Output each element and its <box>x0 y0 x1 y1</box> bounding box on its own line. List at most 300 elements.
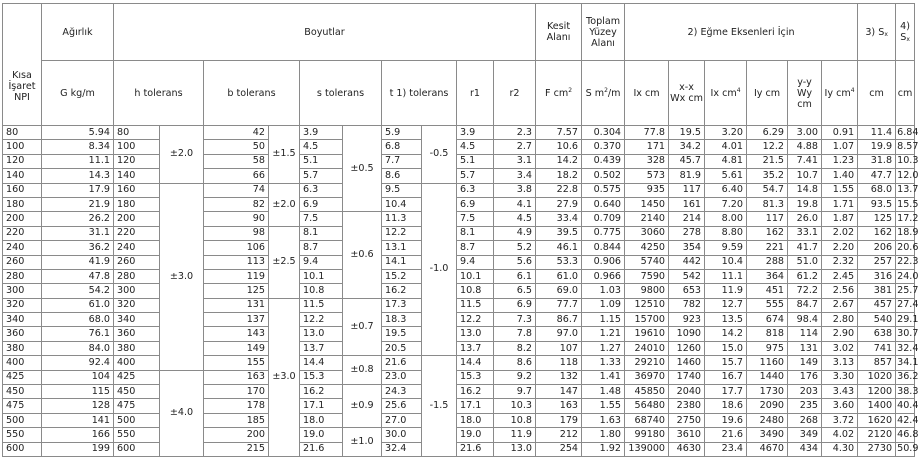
cell-ix-r: 9.59 <box>705 241 747 255</box>
cell-wy: 349 <box>788 428 822 442</box>
header-G: G kg/m <box>42 61 114 126</box>
cell-h: 80 <box>114 126 160 140</box>
cell-wx: 354 <box>669 241 705 255</box>
table-row <box>3 269 915 283</box>
cell-r1: 15.3 <box>457 370 494 384</box>
cell-t: 21.6 <box>382 356 422 370</box>
tolerance-t: -1.0 <box>422 183 457 356</box>
cell-s: 15.3 <box>300 370 343 384</box>
cell-b: 66 <box>204 169 269 183</box>
cell-h: 475 <box>114 399 160 413</box>
header-ix-sup: 4 <box>736 86 741 94</box>
cell-wy: 149 <box>788 356 822 370</box>
cell-r1: 14.4 <box>457 356 494 370</box>
cell-wx: 2380 <box>669 399 705 413</box>
cell-h: 425 <box>114 370 160 384</box>
cell-t: 9.5 <box>382 183 422 197</box>
cell-kisa: 180 <box>3 197 42 211</box>
cell-ix-r: 5.61 <box>705 169 747 183</box>
cell-ix: 3060 <box>625 226 669 240</box>
cell-r1: 5.7 <box>457 169 494 183</box>
cell-h: 340 <box>114 313 160 327</box>
cell-wy: 10.7 <box>788 169 822 183</box>
cell-s-area: 0.775 <box>582 226 625 240</box>
cell-t: 10.4 <box>382 197 422 211</box>
cell-ix-r: 8.00 <box>705 212 747 226</box>
cell-h: 160 <box>114 183 160 197</box>
cell-sx4: 46.8 <box>896 428 915 442</box>
cell-f: 69.0 <box>536 284 582 298</box>
cell-t: 32.4 <box>382 442 422 456</box>
cell-t: 15.2 <box>382 269 422 283</box>
cell-iy: 288 <box>747 255 788 269</box>
cell-s-area: 1.92 <box>582 442 625 456</box>
cell-s-area: 1.15 <box>582 313 625 327</box>
cell-sx4: 15.5 <box>896 197 915 211</box>
cell-t: 24.3 <box>382 385 422 399</box>
cell-g: 92.4 <box>42 356 114 370</box>
cell-g: 47.8 <box>42 269 114 283</box>
cell-wy: 51.0 <box>788 255 822 269</box>
cell-kisa: 240 <box>3 241 42 255</box>
header-S-text: S m <box>585 87 605 99</box>
cell-iy: 12.2 <box>747 140 788 154</box>
header-t: t 1) tolerans <box>382 61 457 126</box>
cell-iy: 6.29 <box>747 126 788 140</box>
cell-g: 8.34 <box>42 140 114 154</box>
cell-sx4: 13.7 <box>896 183 915 197</box>
cell-h: 180 <box>114 197 160 211</box>
cell-g: 26.2 <box>42 212 114 226</box>
cell-f: 163 <box>536 399 582 413</box>
cell-f: 97.0 <box>536 327 582 341</box>
cell-iy-r: 2.80 <box>822 313 858 327</box>
cell-ix-r: 13.5 <box>705 313 747 327</box>
cell-ix-r: 17.7 <box>705 385 747 399</box>
table-row <box>3 327 915 341</box>
cell-sx3: 540 <box>858 313 896 327</box>
table-row <box>3 341 915 355</box>
cell-iy-r: 2.32 <box>822 255 858 269</box>
cell-ix-r: 21.6 <box>705 428 747 442</box>
cell-t: 11.3 <box>382 212 422 226</box>
cell-iy: 1730 <box>747 385 788 399</box>
cell-t: 18.3 <box>382 313 422 327</box>
cell-iy: 221 <box>747 241 788 255</box>
cell-g: 68.0 <box>42 313 114 327</box>
cell-wy: 7.41 <box>788 154 822 168</box>
cell-f: 77.7 <box>536 298 582 312</box>
cell-iy-r: 0.91 <box>822 126 858 140</box>
cell-g: 84.0 <box>42 341 114 355</box>
cell-sx3: 381 <box>858 284 896 298</box>
cell-b: 119 <box>204 269 269 283</box>
cell-wx: 1090 <box>669 327 705 341</box>
cell-iy: 2090 <box>747 399 788 413</box>
cell-sx3: 206 <box>858 241 896 255</box>
header-col4-text: 4) S <box>900 21 910 43</box>
cell-r2: 6.5 <box>494 284 536 298</box>
cell-wx: 117 <box>669 183 705 197</box>
cell-ix: 139000 <box>625 442 669 456</box>
tolerance-h: ±2.0 <box>160 126 204 184</box>
cell-sx3: 1200 <box>858 385 896 399</box>
cell-h: 280 <box>114 269 160 283</box>
cell-b: 74 <box>204 183 269 197</box>
cell-ix-r: 14.2 <box>705 327 747 341</box>
table-row <box>3 255 915 269</box>
cell-g: 166 <box>42 428 114 442</box>
cell-kisa: 120 <box>3 154 42 168</box>
cell-t: 17.3 <box>382 298 422 312</box>
cell-r2: 2.3 <box>494 126 536 140</box>
cell-r1: 4.5 <box>457 140 494 154</box>
header-F-sup: 2 <box>568 86 573 94</box>
cell-iy: 555 <box>747 298 788 312</box>
table-row <box>3 370 915 384</box>
table-row <box>3 126 915 140</box>
cell-sx4: 18.9 <box>896 226 915 240</box>
cell-sx4: 6.84 <box>896 126 915 140</box>
tolerance-t: -0.5 <box>422 126 457 184</box>
tolerance-b: ±2.0 <box>269 183 300 226</box>
cell-s: 6.3 <box>300 183 343 197</box>
cell-ix: 573 <box>625 169 669 183</box>
header-col4 <box>896 4 915 61</box>
table-row <box>3 212 915 226</box>
cell-s: 10.1 <box>300 269 343 283</box>
cell-iy-r: 1.07 <box>822 140 858 154</box>
cell-s: 4.5 <box>300 140 343 154</box>
cell-s-area: 1.03 <box>582 284 625 298</box>
cell-t: 6.8 <box>382 140 422 154</box>
cell-sx4: 10.3 <box>896 154 915 168</box>
cell-g: 5.94 <box>42 126 114 140</box>
header-S-sup: 2 <box>604 86 608 94</box>
header-agirlik: Ağırlık <box>42 4 114 61</box>
cell-r2: 4.1 <box>494 197 536 211</box>
cell-wy: 41.7 <box>788 241 822 255</box>
cell-ix-r: 11.9 <box>705 284 747 298</box>
cell-r1: 6.3 <box>457 183 494 197</box>
header-col3-sub: x <box>884 30 888 38</box>
cell-wx: 214 <box>669 212 705 226</box>
cell-t: 16.2 <box>382 284 422 298</box>
cell-r2: 3.4 <box>494 169 536 183</box>
tolerance-b: ±1.5 <box>269 126 300 184</box>
cell-sx4: 29.1 <box>896 313 915 327</box>
cell-kisa: 140 <box>3 169 42 183</box>
cell-f: 39.5 <box>536 226 582 240</box>
cell-iy-r: 1.40 <box>822 169 858 183</box>
cell-b: 185 <box>204 413 269 427</box>
cell-wy: 131 <box>788 341 822 355</box>
cell-r1: 21.6 <box>457 442 494 456</box>
cell-sx3: 457 <box>858 298 896 312</box>
cell-sx4: 30.7 <box>896 327 915 341</box>
cell-b: 163 <box>204 370 269 384</box>
cell-f: 86.7 <box>536 313 582 327</box>
cell-sx3: 68.0 <box>858 183 896 197</box>
cell-ix: 328 <box>625 154 669 168</box>
cell-wx: 1260 <box>669 341 705 355</box>
cell-s: 3.9 <box>300 126 343 140</box>
cell-s: 17.1 <box>300 399 343 413</box>
cell-ix: 56480 <box>625 399 669 413</box>
cell-s: 8.7 <box>300 241 343 255</box>
cell-s-area: 0.966 <box>582 269 625 283</box>
cell-h: 360 <box>114 327 160 341</box>
cell-t: 12.2 <box>382 226 422 240</box>
cell-s: 11.5 <box>300 298 343 312</box>
cell-r2: 4.9 <box>494 226 536 240</box>
cell-iy-r: 4.30 <box>822 442 858 456</box>
cell-b: 113 <box>204 255 269 269</box>
header-col3 <box>858 4 896 61</box>
header-F <box>536 61 582 126</box>
cell-r2: 7.8 <box>494 327 536 341</box>
cell-t: 27.0 <box>382 413 422 427</box>
cell-ix: 5740 <box>625 255 669 269</box>
header-col3-text: 3) S <box>865 26 885 38</box>
tolerance-s: ±0.9 <box>343 385 382 428</box>
cell-sx3: 19.9 <box>858 140 896 154</box>
cell-sx3: 257 <box>858 255 896 269</box>
cell-kisa: 400 <box>3 356 42 370</box>
cell-g: 41.9 <box>42 255 114 269</box>
table-row <box>3 241 915 255</box>
cell-wy: 3.00 <box>788 126 822 140</box>
cell-r2: 6.9 <box>494 298 536 312</box>
cell-t: 19.5 <box>382 327 422 341</box>
cell-r2: 9.7 <box>494 385 536 399</box>
cell-wx: 2040 <box>669 385 705 399</box>
cell-g: 199 <box>42 442 114 456</box>
cell-f: 132 <box>536 370 582 384</box>
cell-sx3: 1020 <box>858 370 896 384</box>
tolerance-s: ±1.0 <box>343 428 382 457</box>
cell-b: 106 <box>204 241 269 255</box>
cell-ix: 4250 <box>625 241 669 255</box>
cell-s-area: 0.844 <box>582 241 625 255</box>
cell-sx3: 2120 <box>858 428 896 442</box>
cell-sx4: 22.3 <box>896 255 915 269</box>
cell-iy: 35.2 <box>747 169 788 183</box>
cell-kisa: 160 <box>3 183 42 197</box>
cell-ix: 171 <box>625 140 669 154</box>
cell-h: 300 <box>114 284 160 298</box>
cell-ix: 36970 <box>625 370 669 384</box>
cell-h: 320 <box>114 298 160 312</box>
cell-ix: 7590 <box>625 269 669 283</box>
cell-r2: 3.8 <box>494 183 536 197</box>
cell-b: 143 <box>204 327 269 341</box>
cell-wx: 45.7 <box>669 154 705 168</box>
cell-wx: 1460 <box>669 356 705 370</box>
cell-s: 21.6 <box>300 442 343 456</box>
cell-s: 14.4 <box>300 356 343 370</box>
table-row <box>3 284 915 298</box>
cell-t: 13.1 <box>382 241 422 255</box>
table-body <box>3 126 919 457</box>
cell-wy: 4.88 <box>788 140 822 154</box>
cell-wy: 176 <box>788 370 822 384</box>
cell-g: 11.1 <box>42 154 114 168</box>
cell-g: 141 <box>42 413 114 427</box>
cell-sx4: 36.2 <box>896 370 915 384</box>
cell-ix-r: 10.4 <box>705 255 747 269</box>
cell-ix-r: 8.80 <box>705 226 747 240</box>
cell-r2: 13.0 <box>494 442 536 456</box>
cell-iy-r: 3.60 <box>822 399 858 413</box>
cell-h: 400 <box>114 356 160 370</box>
cell-iy-r: 1.71 <box>822 197 858 211</box>
cell-kisa: 600 <box>3 442 42 456</box>
cell-s-area: 1.27 <box>582 341 625 355</box>
cell-iy: 818 <box>747 327 788 341</box>
cell-iy: 1160 <box>747 356 788 370</box>
header-toplam-yuzey: Toplam Yüzey Alanı <box>582 4 625 61</box>
header-egme-eksenleri: 2) Eğme Eksenleri İçin <box>625 4 858 61</box>
cell-iy-r: 4.02 <box>822 428 858 442</box>
table-row <box>3 298 915 312</box>
cell-sx4: 38.3 <box>896 385 915 399</box>
cell-f: 147 <box>536 385 582 399</box>
cell-iy: 81.3 <box>747 197 788 211</box>
table-row <box>3 169 915 183</box>
header-h: h tolerans <box>114 61 204 126</box>
cell-ix: 68740 <box>625 413 669 427</box>
header-iy-text: Iy cm <box>824 87 851 99</box>
cell-ix: 2140 <box>625 212 669 226</box>
header-F-text: F cm <box>545 87 569 99</box>
cell-wx: 3610 <box>669 428 705 442</box>
table-row <box>3 197 915 211</box>
cell-sx3: 11.4 <box>858 126 896 140</box>
cell-b: 200 <box>204 428 269 442</box>
cell-r1: 10.8 <box>457 284 494 298</box>
cell-f: 22.8 <box>536 183 582 197</box>
header-ix-text: Ix cm <box>710 87 737 99</box>
cell-ix: 19610 <box>625 327 669 341</box>
cell-r2: 2.7 <box>494 140 536 154</box>
cell-r1: 5.1 <box>457 154 494 168</box>
cell-t: 25.6 <box>382 399 422 413</box>
table-row <box>3 428 915 442</box>
cell-r2: 10.8 <box>494 413 536 427</box>
tolerance-s: ±0.8 <box>343 356 382 385</box>
cell-f: 61.0 <box>536 269 582 283</box>
cell-h: 220 <box>114 226 160 240</box>
header-boyutlar: Boyutlar <box>114 4 536 61</box>
cell-sx4: 17.2 <box>896 212 915 226</box>
cell-sx3: 1620 <box>858 413 896 427</box>
cell-r1: 3.9 <box>457 126 494 140</box>
header-ix <box>705 61 747 126</box>
table-row <box>3 154 915 168</box>
cell-wx: 653 <box>669 284 705 298</box>
cell-wx: 1740 <box>669 370 705 384</box>
cell-f: 179 <box>536 413 582 427</box>
cell-sx3: 162 <box>858 226 896 240</box>
cell-s: 6.9 <box>300 197 343 211</box>
cell-h: 240 <box>114 241 160 255</box>
cell-wy: 203 <box>788 385 822 399</box>
cell-wy: 434 <box>788 442 822 456</box>
cell-r2: 5.2 <box>494 241 536 255</box>
cell-h: 260 <box>114 255 160 269</box>
cell-wy: 268 <box>788 413 822 427</box>
cell-f: 254 <box>536 442 582 456</box>
cell-g: 21.9 <box>42 197 114 211</box>
cell-r1: 13.0 <box>457 327 494 341</box>
cell-f: 18.2 <box>536 169 582 183</box>
cell-iy-r: 3.13 <box>822 356 858 370</box>
cell-s: 10.8 <box>300 284 343 298</box>
cell-iy-r: 2.67 <box>822 298 858 312</box>
cell-iy-r: 3.43 <box>822 385 858 399</box>
cell-kisa: 320 <box>3 298 42 312</box>
cell-ix-r: 18.6 <box>705 399 747 413</box>
cell-r1: 11.5 <box>457 298 494 312</box>
cell-s: 7.5 <box>300 212 343 226</box>
header-Wy: y-y Wy cm <box>788 61 822 126</box>
cell-b: 170 <box>204 385 269 399</box>
cell-f: 27.9 <box>536 197 582 211</box>
cell-r2: 10.3 <box>494 399 536 413</box>
cell-ix-r: 3.20 <box>705 126 747 140</box>
cell-r2: 6.1 <box>494 269 536 283</box>
cell-kisa: 200 <box>3 212 42 226</box>
cell-b: 50 <box>204 140 269 154</box>
cell-ix-r: 11.1 <box>705 269 747 283</box>
cell-s-area: 1.55 <box>582 399 625 413</box>
cell-kisa: 340 <box>3 313 42 327</box>
cell-h: 200 <box>114 212 160 226</box>
cell-r1: 9.4 <box>457 255 494 269</box>
cell-iy-r: 3.72 <box>822 413 858 427</box>
header-unit-3: cm <box>858 61 896 126</box>
cell-s-area: 1.21 <box>582 327 625 341</box>
cell-ix: 29210 <box>625 356 669 370</box>
cell-r1: 8.1 <box>457 226 494 240</box>
cell-f: 53.3 <box>536 255 582 269</box>
cell-iy: 3490 <box>747 428 788 442</box>
cell-f: 7.57 <box>536 126 582 140</box>
cell-iy-r: 3.02 <box>822 341 858 355</box>
cell-sx4: 20.6 <box>896 241 915 255</box>
cell-ix-r: 6.40 <box>705 183 747 197</box>
cell-sx4: 34.1 <box>896 356 915 370</box>
cell-r1: 12.2 <box>457 313 494 327</box>
cell-s: 13.0 <box>300 327 343 341</box>
cell-iy-r: 1.23 <box>822 154 858 168</box>
header-s: s tolerans <box>300 61 382 126</box>
cell-iy: 1440 <box>747 370 788 384</box>
header-unit-4: cm <box>896 61 915 126</box>
cell-kisa: 100 <box>3 140 42 154</box>
cell-iy: 162 <box>747 226 788 240</box>
cell-s-area: 1.33 <box>582 356 625 370</box>
cell-h: 380 <box>114 341 160 355</box>
cell-kisa: 260 <box>3 255 42 269</box>
cell-iy: 117 <box>747 212 788 226</box>
header-r2: r2 <box>494 61 536 126</box>
cell-wy: 19.8 <box>788 197 822 211</box>
cell-kisa: 280 <box>3 269 42 283</box>
cell-t: 14.1 <box>382 255 422 269</box>
cell-wx: 278 <box>669 226 705 240</box>
